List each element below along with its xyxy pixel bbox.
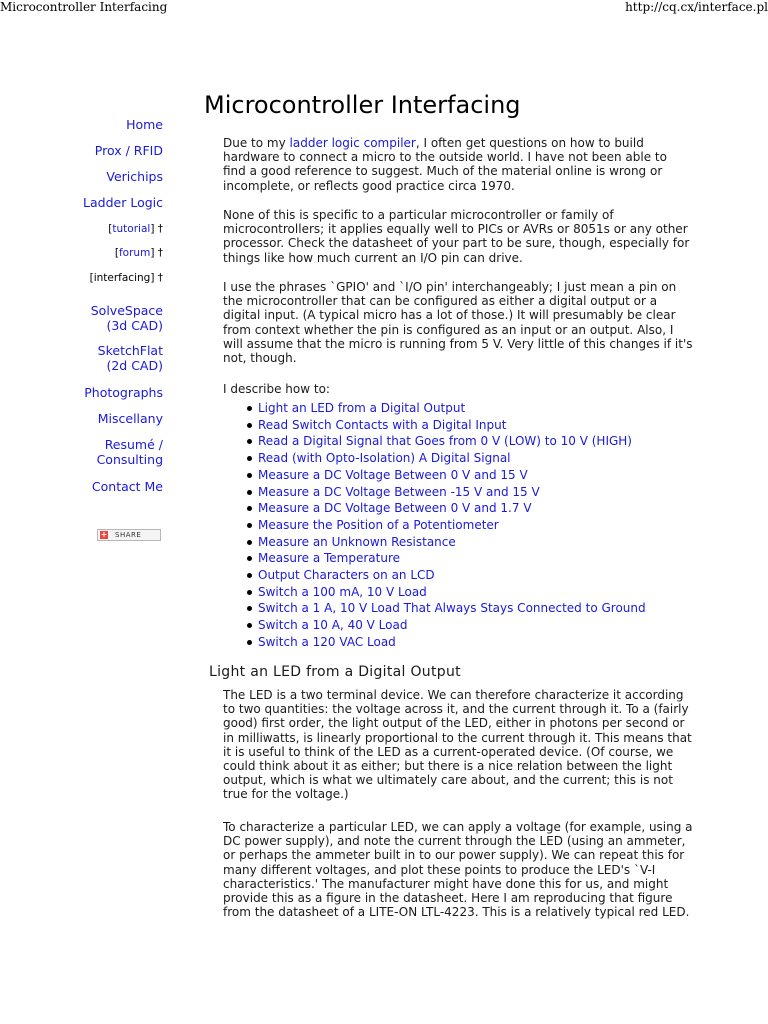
nav-resume-line1: Resumé /	[104, 437, 163, 452]
page-title: Microcontroller Interfacing	[204, 91, 521, 119]
nav-photographs[interactable]: Photographs	[84, 385, 163, 400]
intro-paragraph-2: None of this is specific to a particular microcontroller or family of microcontrollers; it applies equally well to PICs or AVRs or 8051s or any other processor. Check the datasheet of your part to be sure, though, especially for things like how much current an I/O pin can drive.	[223, 208, 690, 265]
intro-paragraph-1	[223, 136, 693, 193]
nav-sketchflat-line1: SketchFlat	[97, 343, 163, 358]
bullet-icon	[247, 439, 252, 444]
nav-verichips[interactable]: Verichips	[106, 169, 163, 184]
intro-p1-after: , I often get questions on how to build hardware to connect a micro to the outside world. I have not been able to find a good reference to suggest. Much of the material online is wrong or incomplete, or reflects good practice circa 1970.	[223, 136, 667, 193]
bullet-icon	[247, 540, 252, 545]
nav-home[interactable]: Home	[126, 117, 163, 132]
toc-item[interactable]	[223, 467, 693, 484]
bullet-icon	[247, 523, 252, 528]
toc-item[interactable]	[223, 517, 693, 534]
bullet-icon	[247, 623, 252, 628]
toc-link[interactable]: Light an LED from a Digital Output	[258, 401, 466, 415]
nav-tutorial-close: ] †	[150, 223, 163, 235]
toc-link[interactable]: Switch a 10 A, 40 V Load	[258, 618, 408, 633]
table-of-contents	[223, 400, 693, 651]
print-header-title: Microcontroller Interfacing	[0, 0, 168, 14]
plus-icon: +	[100, 530, 108, 539]
nav-tutorial-open: [	[108, 223, 113, 235]
toc-link[interactable]: Read Switch Contacts with a Digital Input	[258, 417, 507, 432]
nav-forum-link[interactable]: forum	[118, 247, 151, 259]
nav-tutorial-link[interactable]: tutorial	[112, 223, 151, 235]
nav-interfacing-current: [interfacing] †	[89, 272, 163, 284]
section-paragraph-1: The LED is a two terminal device. We can therefore characterize it according to two quantities: the voltage across it, and the current through it. To a (fairly good) first order, the light output of the LED, either in photons per second or in milliwatts, is linearly proportional to the current through it. This means that it is useful to think of the LED as a current-operated device. (Of course, we could think about it as either; but there is a nice relation between the light output, which is what we ultimately care about, and the current; this is not true for the voltage.)	[223, 688, 692, 802]
nav-sketchflat-line2: (2d CAD)	[106, 358, 163, 373]
share-button[interactable]	[97, 529, 161, 541]
toc-item[interactable]	[223, 567, 693, 584]
bullet-icon	[247, 556, 252, 561]
print-header-url: http://cq.cx/interface.pl	[625, 0, 768, 14]
toc-item[interactable]	[223, 500, 693, 517]
toc-item[interactable]	[223, 550, 693, 567]
toc-link[interactable]: Measure a DC Voltage Between 0 V and 15 V	[258, 467, 528, 482]
toc-item[interactable]	[223, 617, 693, 634]
nav-sketchflat[interactable]	[60, 343, 163, 373]
toc-item[interactable]	[223, 433, 693, 450]
nav-contact-me[interactable]: Contact Me	[91, 479, 163, 494]
toc-item[interactable]	[223, 584, 693, 601]
bullet-icon	[247, 606, 252, 611]
ladder-logic-compiler-link[interactable]: ladder logic compiler	[289, 136, 416, 150]
toc-link[interactable]: Switch a 120 VAC Load	[258, 634, 396, 649]
section-paragraph-2: To characterize a particular LED, we can apply a voltage (for example, using a DC power supply), and note the current through the LED (using an ammeter, or perhaps the ammeter built in to our power supply). We can repeat this for many different voltages, and plot these points to produce the LED's `V-I characteristics.' The manufacturer might have done this for us, and might provide this as a figure in the datasheet. Here I am reproducing that figure from the datasheet of a LITE-ON LTL-4223. This is a relatively typical red LED.	[223, 820, 693, 920]
bullet-icon	[247, 490, 252, 495]
toc-link[interactable]: Measure a DC Voltage Between 0 V and 1.7 V	[258, 501, 532, 516]
nav-prox-rfid[interactable]: Prox / RFID	[94, 143, 163, 158]
nav-solvespace-line1: SolveSpace	[90, 303, 163, 318]
nav-miscellany[interactable]: Miscellany	[97, 411, 163, 426]
toc-link[interactable]: Switch a 100 mA, 10 V Load	[258, 584, 427, 599]
toc-item[interactable]	[223, 484, 693, 501]
bullet-icon	[247, 573, 252, 578]
toc-link[interactable]: Measure a DC Voltage Between -15 V and 15 V	[258, 484, 540, 499]
bullet-icon	[247, 456, 252, 461]
intro-paragraph-4: I describe how to:	[223, 382, 330, 396]
nav-resume-line2: Consulting	[96, 452, 163, 467]
toc-link[interactable]: Switch a 1 A, 10 V Load That Always Stays Connected to Ground	[258, 601, 646, 616]
bullet-icon	[247, 506, 252, 511]
toc-item[interactable]	[223, 450, 693, 467]
nav-solvespace[interactable]	[60, 303, 163, 333]
toc-item[interactable]	[223, 600, 693, 617]
nav-solvespace-line2: (3d CAD)	[106, 318, 163, 333]
section-heading: Light an LED from a Digital Output	[209, 664, 461, 680]
toc-item[interactable]	[223, 634, 693, 651]
bullet-icon	[247, 473, 252, 478]
toc-link[interactable]: Output Characters on an LCD	[258, 568, 435, 583]
nav-forum	[60, 246, 163, 261]
bullet-icon	[247, 423, 252, 428]
bullet-icon	[247, 590, 252, 595]
nav-tutorial	[60, 222, 163, 237]
print-header	[0, 0, 768, 16]
toc-link[interactable]: Measure the Position of a Potentiometer	[258, 517, 499, 532]
share-label: SHARE	[115, 531, 142, 539]
intro-p1-before: Due to my	[223, 136, 290, 150]
toc-link[interactable]: Read a Digital Signal that Goes from 0 V (LOW) to 10 V (HIGH)	[258, 434, 632, 449]
toc-link[interactable]: Measure an Unknown Resistance	[258, 534, 456, 549]
nav-resume-consulting[interactable]	[60, 437, 163, 467]
bullet-icon	[247, 406, 252, 411]
nav-forum-close: ] †	[150, 247, 163, 259]
nav-forum-open: [	[114, 247, 119, 259]
bullet-icon	[247, 640, 252, 645]
nav-ladder-logic[interactable]: Ladder Logic	[83, 195, 163, 210]
toc-item[interactable]	[223, 400, 693, 417]
toc-link[interactable]: Measure a Temperature	[258, 551, 400, 566]
intro-paragraph-3: I use the phrases `GPIO' and `I/O pin' interchangeably; I just mean a pin on the microcontroller that can be configured as either a digital output or a digital input. (A typical micro has a lot of those.) It will presumably be clear from context whether the pin is configured as an input or an output. Also, I will assume that the micro is running from 5 V. Very little of this changes if it's not, though.	[223, 280, 693, 366]
toc-item[interactable]	[223, 417, 693, 434]
toc-link[interactable]: Read (with Opto-Isolation) A Digital Signal	[258, 451, 511, 466]
toc-item[interactable]	[223, 534, 693, 551]
